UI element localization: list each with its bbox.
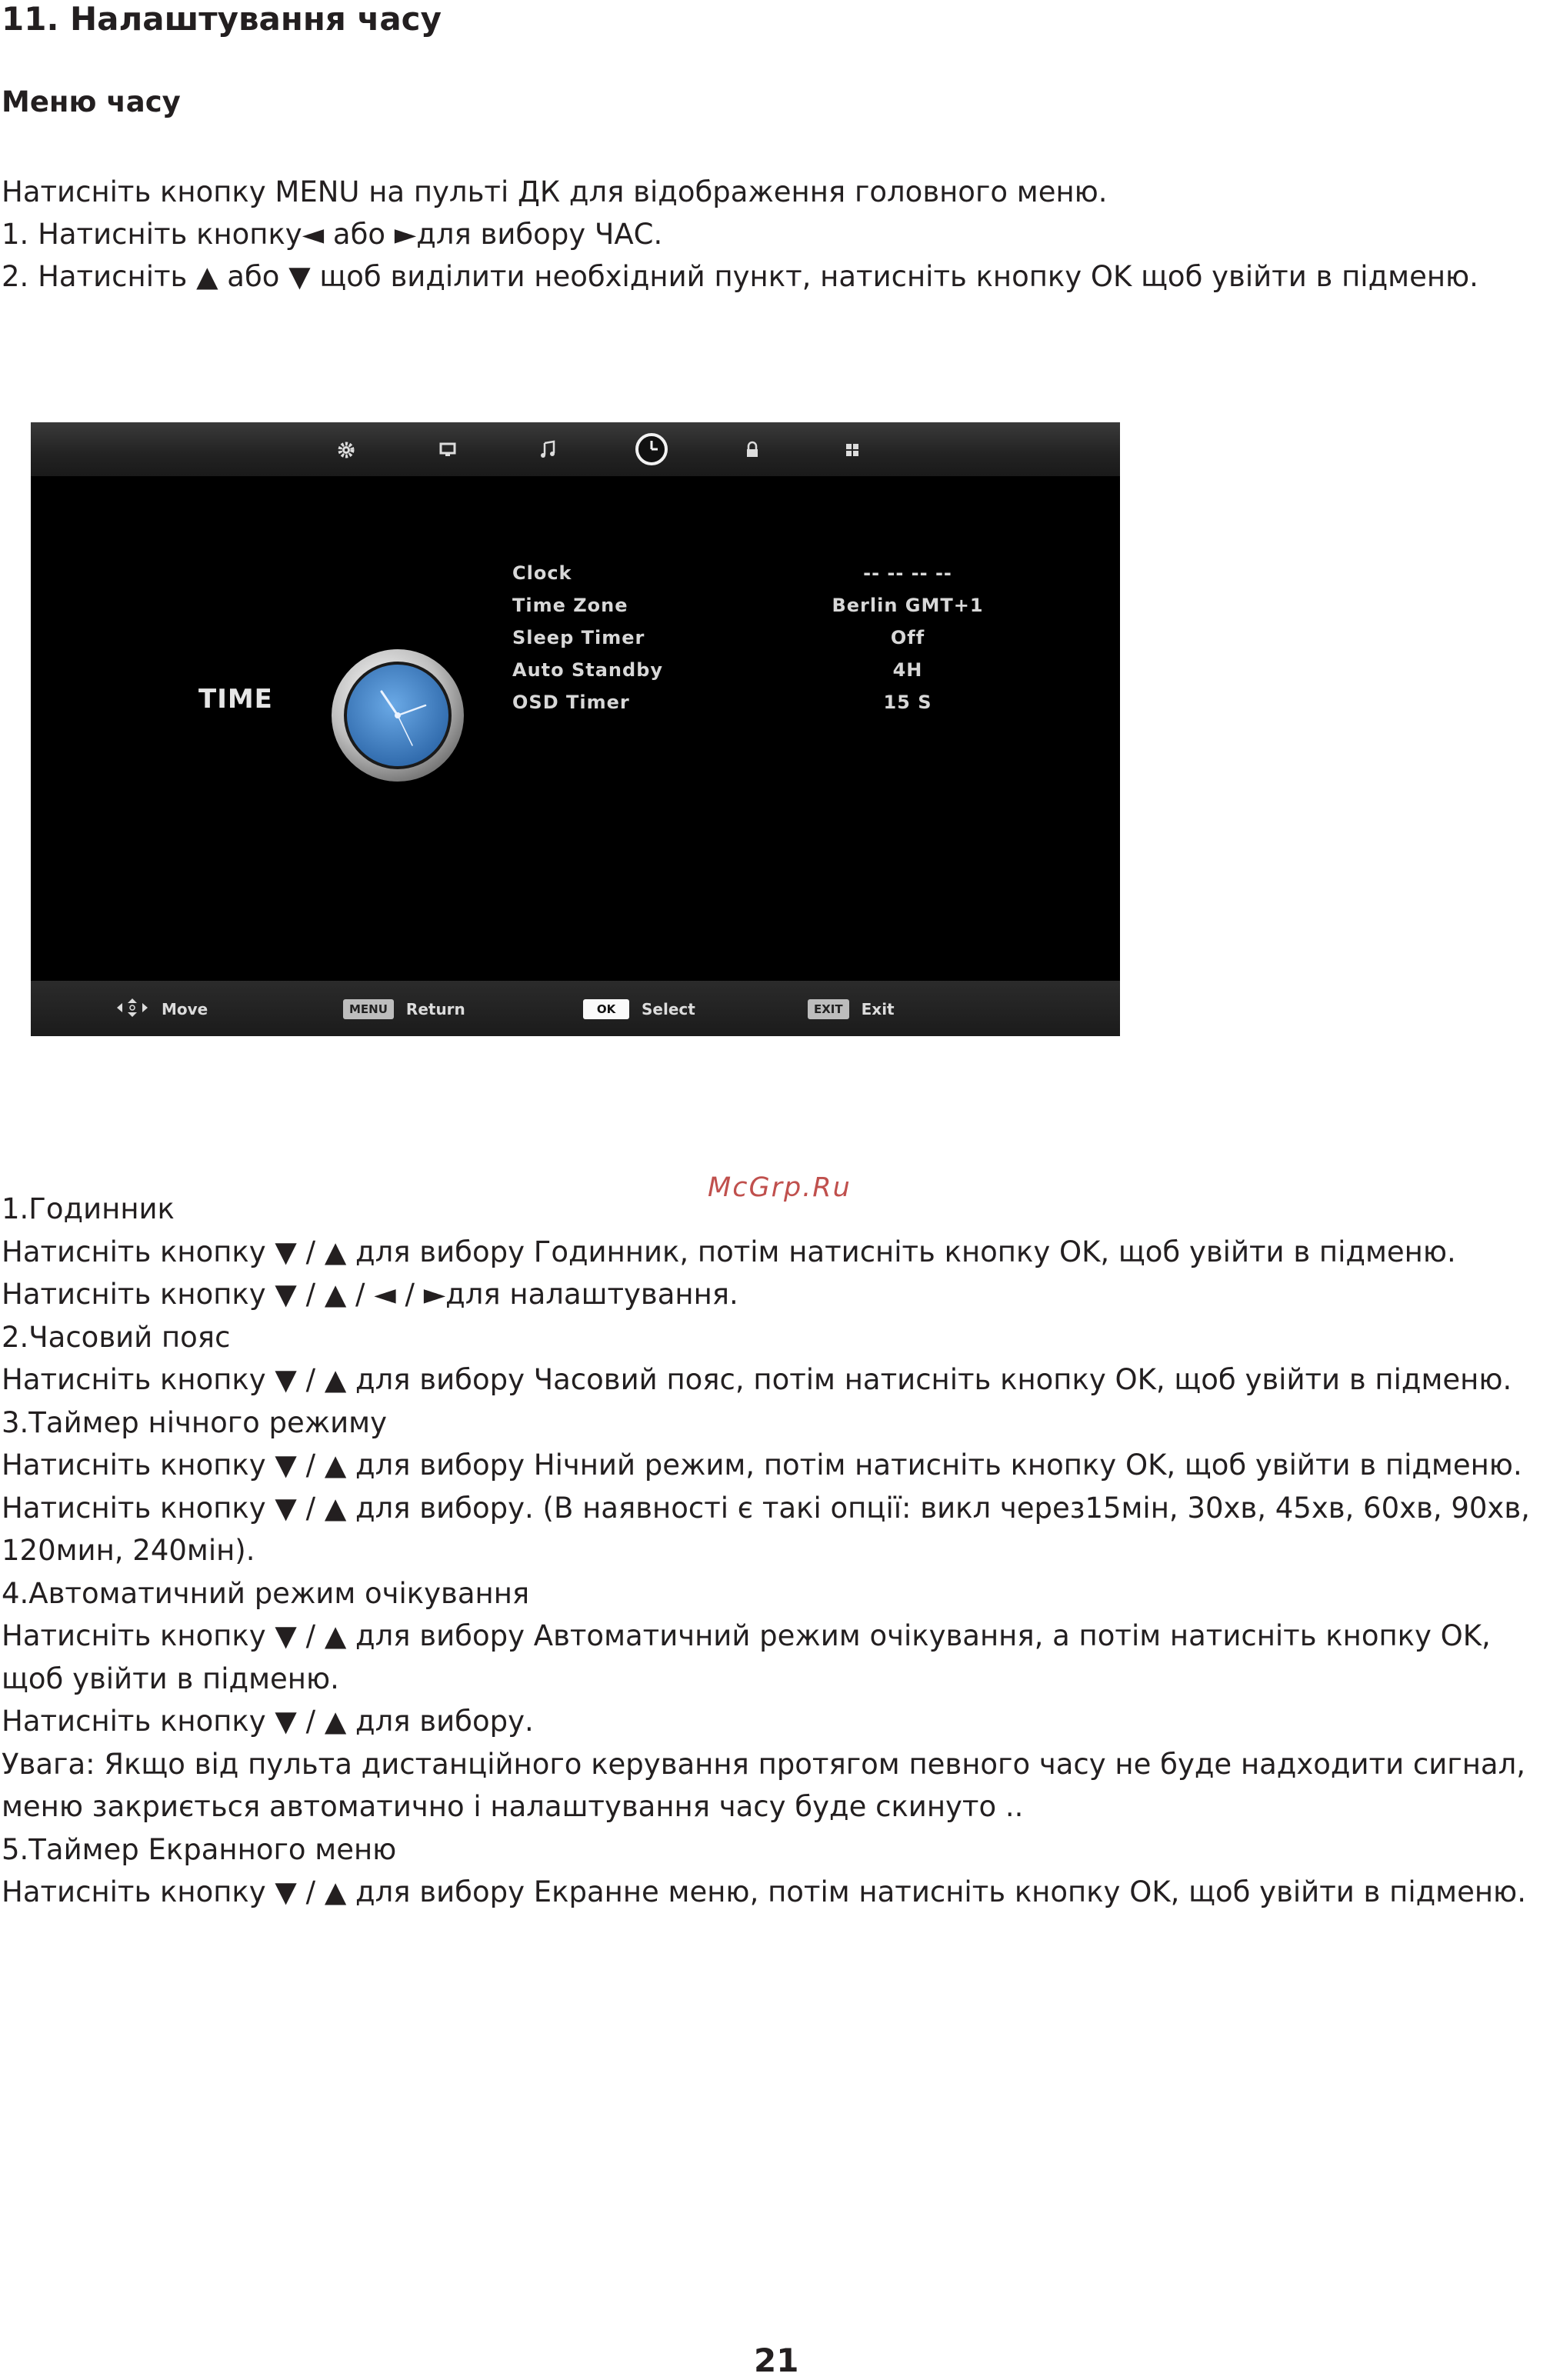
body-text <box>2 1188 1530 1914</box>
body-line: Натисніть кнопку ▼ / ▲ для вибору Часовий пояс, потім натисніть кнопку OK, щоб увійти в підменю. <box>2 1363 1512 1396</box>
body-line: Натисніть кнопку ▼ / ▲ для вибору. <box>2 1705 534 1738</box>
osd-tab-bar <box>31 422 1120 476</box>
watermark: McGrp.Ru <box>708 1172 852 1203</box>
music-note-icon[interactable] <box>534 436 562 464</box>
menu-value-clock: -- -- -- -- <box>863 562 952 584</box>
body-line: 5.Таймер Екранного меню <box>2 1832 397 1866</box>
body-line: Натисніть кнопку ▼ / ▲ для вибору Екранне меню, потім натисніть кнопку OK, щоб увійти в підменю. <box>2 1875 1526 1908</box>
osd-section-title: TIME <box>198 684 273 715</box>
body-line: 1.Годинник <box>2 1192 175 1225</box>
body-line: 120мин, 240мін). <box>2 1534 255 1567</box>
body-line: 4.Автоматичний режим очікування <box>2 1576 530 1610</box>
hint-label: Exit <box>861 1000 895 1018</box>
body-line: Натисніть кнопку ▼ / ▲ для вибору. (В наявності є такі опції: викл через15мін, 30хв, 45хв, 60хв, 90хв, <box>2 1491 1530 1525</box>
body-line: Натисніть кнопку ▼ / ▲ / ◄ / ►для налаштування. <box>2 1278 738 1311</box>
menu-value-time-zone: Berlin GMT+1 <box>832 595 984 616</box>
hint-move <box>115 998 208 1021</box>
menu-key: MENU <box>343 999 394 1019</box>
menu-item-clock[interactable]: Clock <box>512 562 572 584</box>
menu-item-time-zone[interactable]: Time Zone <box>512 595 628 616</box>
menu-value-sleep-timer: Off <box>890 627 925 648</box>
page-heading: 11. Налаштування часу <box>2 0 442 38</box>
body-line: щоб увійти в підменю. <box>2 1662 339 1695</box>
ok-key: OK <box>583 999 629 1019</box>
intro-text <box>2 171 1478 298</box>
clock-face-icon <box>329 647 466 784</box>
hint-label: Return <box>405 1000 465 1018</box>
body-line: 3.Таймер нічного режиму <box>2 1405 387 1439</box>
lock-icon[interactable] <box>738 436 766 464</box>
exit-key: EXIT <box>808 999 849 1019</box>
hint-return <box>343 998 465 1021</box>
hint-label: Select <box>642 1000 695 1018</box>
body-line: Увага: Якщо від пульта дистанційного керування протягом певного часу не буде надходити сигнал, <box>2 1747 1526 1781</box>
menu-value-osd-timer: 15 S <box>883 692 932 713</box>
move-arrows-icon <box>115 998 149 1022</box>
tv-osd-screenshot <box>31 422 1120 1036</box>
body-line: 2.Часовий пояс <box>2 1320 231 1354</box>
body-line: Натисніть кнопку ▼ / ▲ для вибору Годинник, потім натисніть кнопку OK, щоб увійти в підменю. <box>2 1235 1456 1268</box>
hint-exit <box>808 998 895 1021</box>
menu-item-sleep-timer[interactable]: Sleep Timer <box>512 627 645 648</box>
menu-item-auto-standby[interactable]: Auto Standby <box>512 659 664 681</box>
page-number: 21 <box>754 2342 799 2379</box>
intro-line: 2. Натисніть ▲ або ▼ щоб виділити необхідний пункт, натисніть кнопку OK щоб увійти в підменю. <box>2 260 1478 293</box>
body-line: Натисніть кнопку ▼ / ▲ для вибору Нічний режим, потім натисніть кнопку OK, щоб увійти в підменю. <box>2 1448 1522 1482</box>
body-line: Натисніть кнопку ▼ / ▲ для вибору Автоматичний режим очікування, а потім натисніть кнопку OK, <box>2 1619 1491 1652</box>
clock-icon[interactable] <box>634 432 669 467</box>
menu-value-auto-standby: 4H <box>892 659 923 681</box>
osd-hint-bar <box>31 981 1120 1036</box>
intro-line: 1. Натисніть кнопку◄ або ►для вибору ЧАС. <box>2 218 663 251</box>
gear-icon[interactable] <box>332 436 360 464</box>
hint-select <box>583 998 695 1021</box>
grid-icon[interactable] <box>838 436 866 464</box>
section-subheading: Меню часу <box>2 85 181 118</box>
monitor-icon[interactable] <box>434 436 462 464</box>
hint-label: Move <box>162 1000 208 1018</box>
intro-line: Натисніть кнопку MENU на пульті ДК для відображення головного меню. <box>2 175 1108 208</box>
menu-item-osd-timer[interactable]: OSD Timer <box>512 692 630 713</box>
body-line: меню закриється автоматично і налаштування часу буде скинуто .. <box>2 1790 1024 1823</box>
